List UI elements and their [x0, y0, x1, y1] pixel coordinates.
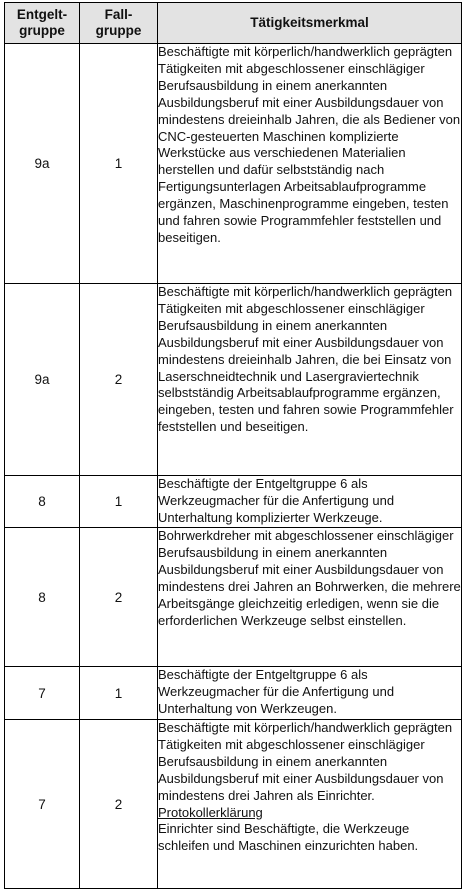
table-row — [5, 284, 462, 476]
header-fallgruppe-line: gruppe — [95, 23, 142, 38]
cell-merkmal: Bohrwerkdreher mit abgeschlossener einschlägiger Berufsausbildung in einem anerkannten Ausbildungsberuf mit einer Ausbildungsdauer von mindestens drei Jahren an Bohrwerken, die mehrere Arbeitsgänge gleichzeitig erledigen, wenn sie die erforderlichen Werkzeuge selbst einstellen. — [158, 528, 462, 667]
cell-entgeltgruppe: 7 — [5, 720, 80, 889]
cell-fallgruppe: 2 — [80, 528, 158, 667]
cell-entgeltgruppe: 8 — [5, 476, 80, 528]
header-merkmal: Tätigkeitsmerkmal — [158, 3, 462, 44]
header-fallgruppe — [80, 3, 158, 44]
cell-fallgruppe: 1 — [80, 44, 158, 284]
cell-entgeltgruppe: 7 — [5, 667, 80, 720]
cell-fallgruppe: 2 — [80, 284, 158, 476]
header-entgeltgruppe — [5, 3, 80, 44]
cell-merkmal — [158, 720, 462, 889]
cell-fallgruppe: 1 — [80, 667, 158, 720]
protokoll-title: Protokollerklärung — [158, 804, 263, 820]
table-row — [5, 44, 462, 284]
header-row — [5, 3, 462, 44]
table-row — [5, 720, 462, 889]
cell-entgeltgruppe: 8 — [5, 528, 80, 667]
table-row — [5, 528, 462, 667]
cell-merkmal: Beschäftigte mit körperlich/handwerklich geprägten Tätigkeiten mit abgeschlossener einschlägiger Berufsausbildung in einem anerkannten Ausbildungsberuf mit einer Ausbildungsdauer von mindestens dreieinhalb Jahren, die bei Einsatz von Laserschneidtechnik und Lasergraviertechnik selbstständig Arbeitsablaufprogramme ergänzen, eingeben, testen und fahren sowie Programmfehler feststellen und beseitigen. — [158, 284, 462, 476]
cell-merkmal: Beschäftigte der Entgeltgruppe 6 als Werkzeugmacher für die Anfertigung und Unterhaltung komplizierter Werkzeuge. — [158, 476, 462, 528]
cell-entgeltgruppe: 9a — [5, 284, 80, 476]
entgelt-table — [4, 2, 462, 889]
cell-entgeltgruppe: 9a — [5, 44, 80, 284]
header-fallgruppe-line: Fall- — [104, 7, 133, 22]
cell-merkmal: Beschäftigte der Entgeltgruppe 6 als Werkzeugmacher für die Anfertigung und Unterhaltung von Werkzeugen. — [158, 667, 462, 720]
merkmal-text: Beschäftigte mit körperlich/handwerklich geprägten Tätigkeiten mit abgeschlossener einschlägiger Berufsausbildung in einem anerkannten Ausbildungsberuf mit einer Ausbildungsdauer von mindestens drei Jahren als Einrichter. — [158, 720, 453, 803]
cell-fallgruppe: 1 — [80, 476, 158, 528]
header-entgeltgruppe-line: gruppe — [19, 23, 65, 38]
table-row — [5, 476, 462, 528]
cell-merkmal: Beschäftigte mit körperlich/handwerklich geprägten Tätigkeiten mit abgeschlossener einschlägiger Berufsausbildung in einem anerkannten Ausbildungsberuf mit einer Ausbildungsdauer von mindestens dreieinhalb Jahren, die als Bediener von CNC-gesteuerten Maschinen komplizierte Werkstücke aus verschiedenen Materialien herstellen und dafür selbstständig nach Fertigungsunterlagen Arbeitsablaufprogramme ergänzen, Maschinenprogramme eingeben, testen und fahren sowie Programmfehler feststellen und beseitigen. — [158, 44, 462, 284]
protokoll-text: Einrichter sind Beschäftigte, die Werkzeuge schleifen und Maschinen einzurichten haben. — [158, 821, 419, 854]
header-entgeltgruppe-line: Entgelt- — [16, 7, 68, 22]
cell-fallgruppe: 2 — [80, 720, 158, 889]
table-row — [5, 667, 462, 720]
